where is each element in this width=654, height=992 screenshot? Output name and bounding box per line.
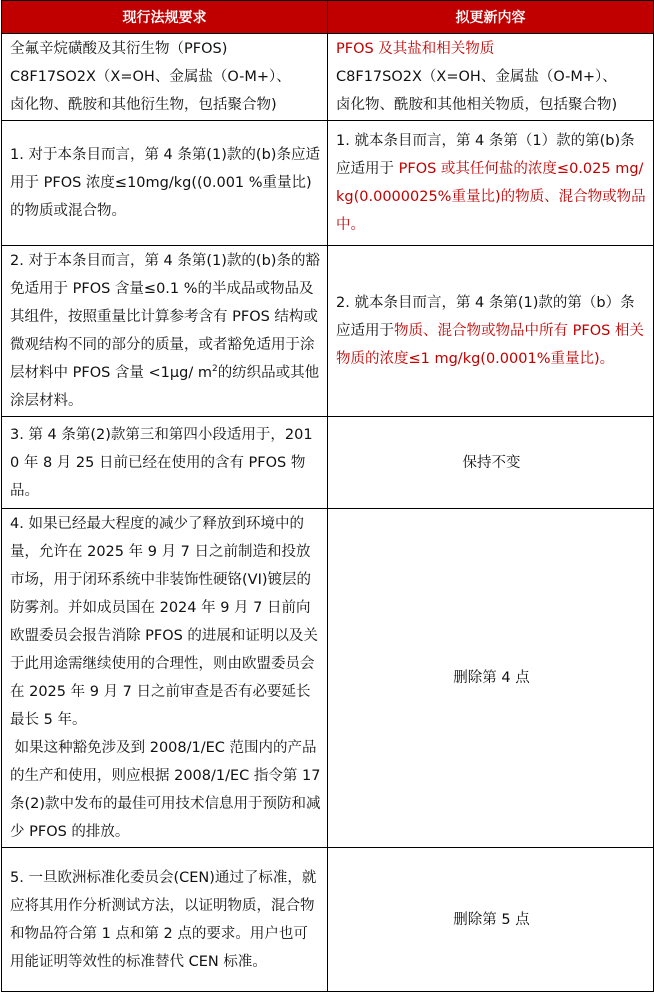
proposed-highlight: 物质、混合物或物品中所有 PFOS 相关物质的浓度≤1 mg/kg(0.0001%重量比)。 bbox=[336, 323, 644, 367]
table-row bbox=[2, 246, 654, 417]
table-row bbox=[2, 34, 654, 121]
current-cell bbox=[2, 417, 328, 509]
superscript: 2 bbox=[211, 364, 218, 375]
proposed-cell bbox=[328, 246, 654, 417]
current-paragraph: 4. 如果已经最大程度的减少了释放到环境中的量，允许在 2025 年 9 月 7 日之前制造和投放市场，用于闭环系统中非装饰性硬铬(VI)镀层的防雾剂。并如成员国在 2024 年 9 月 7 日前向欧盟委员会报告消除 PFOS 的进展和证明以及关于此用途需继续使用的合理性，则由欧盟委员会在 2025 年 9 月 7 日之前审查是否有必要延长最长 5 年。 bbox=[10, 516, 318, 728]
proposed-cell bbox=[328, 34, 654, 121]
proposed-highlight: PFOS 及其盐和相关物质 bbox=[336, 41, 495, 57]
proposed-cell bbox=[328, 509, 654, 848]
current-cell bbox=[2, 246, 328, 417]
current-line: 卤化物、酰胺和其他衍生物，包括聚合物) bbox=[10, 97, 277, 113]
proposed-highlight: 删除第 4 点 bbox=[453, 670, 530, 686]
proposed-highlight: PFOS 或其任何盐的浓度≤0.025 mg/kg(0.0000025%重量比)的物质、混合物或物品中。 bbox=[336, 161, 646, 233]
current-text: 5. 一旦欧洲标准化委员会(CEN)通过了标准，就应将其用作分析测试方法，以证明物质，混合物和物品符合第 1 点和第 2 点的要求。用户也可用能证明等效性的标准替代 CEN 标准。 bbox=[10, 869, 317, 970]
proposed-cell bbox=[328, 121, 654, 246]
header-row bbox=[2, 1, 654, 34]
proposed-cell bbox=[328, 848, 654, 992]
current-cell bbox=[2, 121, 328, 246]
current-text: 1. 对于本条目而言，第 4 条第(1)款的(b)条应适用于 PFOS 浓度≤10mg/kg((0.001 %重量比)的物质或混合物。 bbox=[10, 147, 320, 219]
current-line: 全氟辛烷磺酸及其衍生物（PFOS) bbox=[10, 41, 228, 57]
header-proposed-updates: 拟更新内容 bbox=[328, 1, 654, 34]
table-row bbox=[2, 509, 654, 848]
proposed-line: C8F17SO2X（X=OH、金属盐（O-M+）、 bbox=[336, 69, 617, 85]
header-current-requirements: 现行法规要求 bbox=[2, 1, 328, 34]
current-text: 3. 第 4 条第(2)款第三和第四小段适用于，2010 年 8 月 25 日前已经在使用的含有 PFOS 物品。 bbox=[10, 426, 313, 499]
table-row bbox=[2, 417, 654, 509]
current-cell bbox=[2, 848, 328, 992]
proposed-text: 2. 就本条目而言，第 4 条第(1)款的第（b）条应适用于 bbox=[336, 295, 635, 339]
proposed-line: 卤化物、酰胺和其他相关物质，包括聚合物) bbox=[336, 97, 618, 113]
current-text: 的纺织品或其他涂层材料。 bbox=[10, 365, 320, 409]
current-line: C8F17SO2X（X=OH、金属盐（O-M+）、 bbox=[10, 69, 291, 85]
table-row bbox=[2, 848, 654, 992]
current-cell bbox=[2, 34, 328, 121]
current-cell bbox=[2, 509, 328, 848]
proposed-text: 1. 就本条目而言，第 4 条第（1）款的第(b)条应适用于 bbox=[336, 133, 635, 177]
regulation-comparison-table bbox=[1, 0, 654, 992]
table-row bbox=[2, 121, 654, 246]
current-paragraph: 如果这种豁免涉及到 2008/1/EC 范围内的产品的生产和使用，则应根据 2008/1/EC 指令第 17 条(2)款中发布的最佳可用技术信息用于预防和减少 PFOS 的排放。 bbox=[10, 740, 326, 840]
proposed-highlight: 删除第 5 点 bbox=[453, 911, 530, 928]
proposed-text: 保持不变 bbox=[462, 454, 521, 471]
current-text: 2. 对于本条目而言，第 4 条第(1)款的(b)条的豁免适用于 PFOS 含量≤0.1 %的半成品或物品及其组件，按照重量比计算参考含有 PFOS 结构或微观结构不同的部分的质量，或者豁免适用于涂层材料中 PFOS 含量 <1μg/ m bbox=[10, 253, 320, 381]
proposed-cell bbox=[328, 417, 654, 509]
